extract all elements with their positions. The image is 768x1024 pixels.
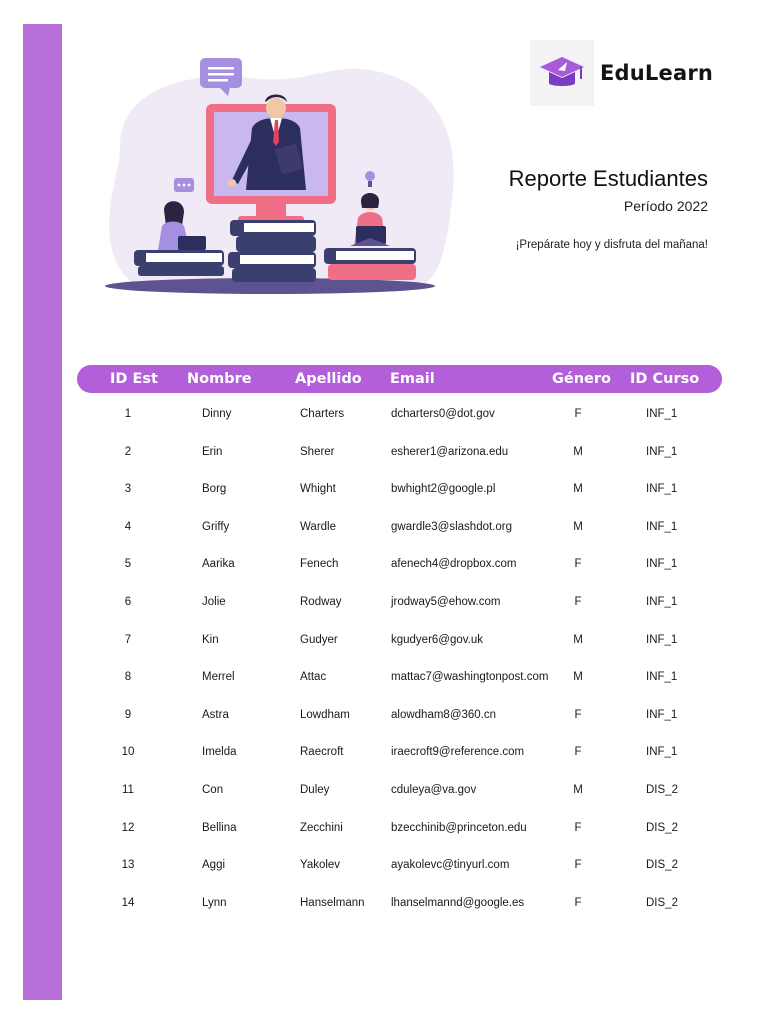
cell-genero: F: [574, 408, 582, 420]
cell-id-curso: INF_1: [646, 483, 678, 496]
header-id-est: ID Est: [110, 371, 158, 387]
cell-nombre: Borg: [202, 483, 227, 496]
cell-genero: M: [573, 445, 583, 458]
table-row: [0, 772, 768, 810]
logo-tile: [530, 40, 594, 106]
cell-id-curso: INF_1: [646, 558, 678, 571]
table-row: [0, 509, 768, 547]
cell-nombre: Merrel: [202, 671, 235, 684]
cell-id-curso: INF_1: [646, 633, 678, 646]
table-row: [0, 622, 768, 660]
report-slogan: ¡Prepárate hoy y disfruta del mañana!: [515, 239, 708, 251]
cell-email: esherer1@arizona.edu: [391, 445, 509, 458]
header-id-curso: ID Curso: [630, 371, 700, 387]
table-row: [0, 546, 768, 584]
cell-email: mattac7@washingtonpost.com: [391, 671, 549, 684]
cell-id-curso: INF_1: [646, 708, 678, 721]
cell-id-est: 3: [124, 483, 132, 496]
brand-name: EduLearn: [600, 61, 714, 85]
cell-email: dcharters0@dot.gov: [391, 408, 495, 420]
cell-nombre: Aggi: [202, 859, 226, 872]
cell-id-curso: INF_1: [646, 520, 678, 533]
cell-email: cduleya@va.gov: [391, 783, 477, 796]
table-row: [0, 810, 768, 848]
table-row: [0, 396, 768, 434]
cell-email: afenech4@dropbox.com: [391, 558, 517, 571]
report-period: Período 2022: [623, 198, 708, 214]
cell-email: bzecchinib@princeton.edu: [391, 821, 527, 834]
online-teacher-illustration: [80, 50, 480, 320]
cell-id-est: 1: [124, 408, 132, 420]
cell-id-est: 8: [124, 671, 132, 684]
cell-id-curso: INF_1: [646, 595, 678, 608]
cell-genero: M: [573, 783, 583, 796]
brand-logo: [530, 40, 730, 106]
cell-nombre: Lynn: [202, 896, 227, 909]
cell-genero: M: [573, 633, 583, 646]
cell-email: gwardle3@slashdot.org: [391, 520, 512, 533]
cell-nombre: Aarika: [202, 558, 235, 571]
cell-apellido: Duley: [300, 783, 330, 796]
cell-id-est: 10: [121, 746, 135, 759]
cell-nombre: Jolie: [202, 595, 226, 608]
cell-apellido: Fenech: [300, 558, 339, 571]
cell-apellido: Wardle: [300, 520, 336, 533]
cell-genero: M: [573, 671, 583, 684]
cell-id-est: 14: [121, 896, 135, 909]
table-row: [0, 434, 768, 472]
cell-apellido: Sherer: [300, 445, 335, 458]
cell-email: lhanselmannd@google.es: [391, 896, 525, 909]
student-table-body: [0, 396, 768, 922]
table-row: [0, 659, 768, 697]
cell-id-curso: DIS_2: [646, 896, 678, 909]
table-row: [0, 471, 768, 509]
cell-email: ayakolevc@tinyurl.com: [391, 859, 510, 872]
cell-id-curso: INF_1: [646, 746, 678, 759]
cell-email: bwhight2@google.pl: [391, 483, 496, 496]
cell-email: alowdham8@360.cn: [391, 708, 497, 721]
cell-genero: F: [574, 896, 582, 909]
cell-genero: M: [573, 483, 583, 496]
cell-id-est: 5: [124, 558, 132, 571]
cell-nombre: Dinny: [202, 408, 232, 420]
table-row: [0, 847, 768, 885]
graduation-cap-icon: [538, 53, 586, 93]
table-row: [0, 734, 768, 772]
cell-id-est: 7: [124, 633, 132, 646]
table-header: [77, 365, 722, 393]
cell-id-est: 2: [124, 445, 132, 458]
cell-id-est: 12: [121, 821, 135, 834]
cell-nombre: Astra: [202, 708, 229, 721]
cell-id-curso: INF_1: [646, 671, 678, 684]
cell-nombre: Kin: [202, 633, 219, 646]
cell-id-est: 6: [124, 595, 132, 608]
cell-apellido: Attac: [300, 671, 327, 684]
cell-nombre: Erin: [202, 445, 223, 458]
table-row: [0, 584, 768, 622]
cell-genero: F: [574, 746, 582, 759]
cell-id-curso: DIS_2: [646, 821, 678, 834]
cell-genero: F: [574, 595, 582, 608]
cell-apellido: Gudyer: [300, 633, 338, 646]
cell-nombre: Con: [202, 783, 224, 796]
cell-id-curso: DIS_2: [646, 783, 678, 796]
cell-genero: M: [573, 520, 583, 533]
header-email: Email: [390, 371, 435, 387]
cell-id-curso: DIS_2: [646, 859, 678, 872]
cell-email: kgudyer6@gov.uk: [391, 633, 484, 646]
cell-id-curso: INF_1: [646, 445, 678, 458]
cell-apellido: Hanselmann: [300, 896, 365, 909]
cell-id-est: 4: [124, 520, 132, 533]
report-title: Reporte Estudiantes: [508, 166, 708, 191]
header-apellido: Apellido: [295, 371, 362, 387]
cell-nombre: Bellina: [202, 821, 237, 834]
cell-apellido: Lowdham: [300, 708, 350, 721]
cell-id-est: 9: [124, 708, 132, 721]
cell-nombre: Imelda: [202, 746, 237, 759]
header-genero: Género: [552, 371, 612, 387]
cell-genero: F: [574, 558, 582, 571]
cell-apellido: Rodway: [300, 595, 342, 608]
cell-id-est: 13: [121, 859, 135, 872]
cell-email: iraecroft9@reference.com: [391, 746, 525, 759]
cell-genero: F: [574, 708, 582, 721]
cell-id-curso: INF_1: [646, 408, 678, 420]
header-nombre: Nombre: [187, 371, 252, 387]
cell-id-est: 11: [122, 783, 134, 796]
table-row: [0, 697, 768, 735]
cell-apellido: Zecchini: [300, 821, 343, 834]
cell-apellido: Whight: [300, 483, 336, 496]
cell-genero: F: [574, 859, 582, 872]
cell-apellido: Charters: [300, 408, 345, 420]
cell-email: jrodway5@ehow.com: [391, 595, 501, 608]
cell-apellido: Yakolev: [300, 859, 341, 872]
cell-nombre: Griffy: [202, 520, 230, 533]
cell-genero: F: [574, 821, 582, 834]
cell-apellido: Raecroft: [300, 746, 344, 759]
table-row: [0, 885, 768, 923]
